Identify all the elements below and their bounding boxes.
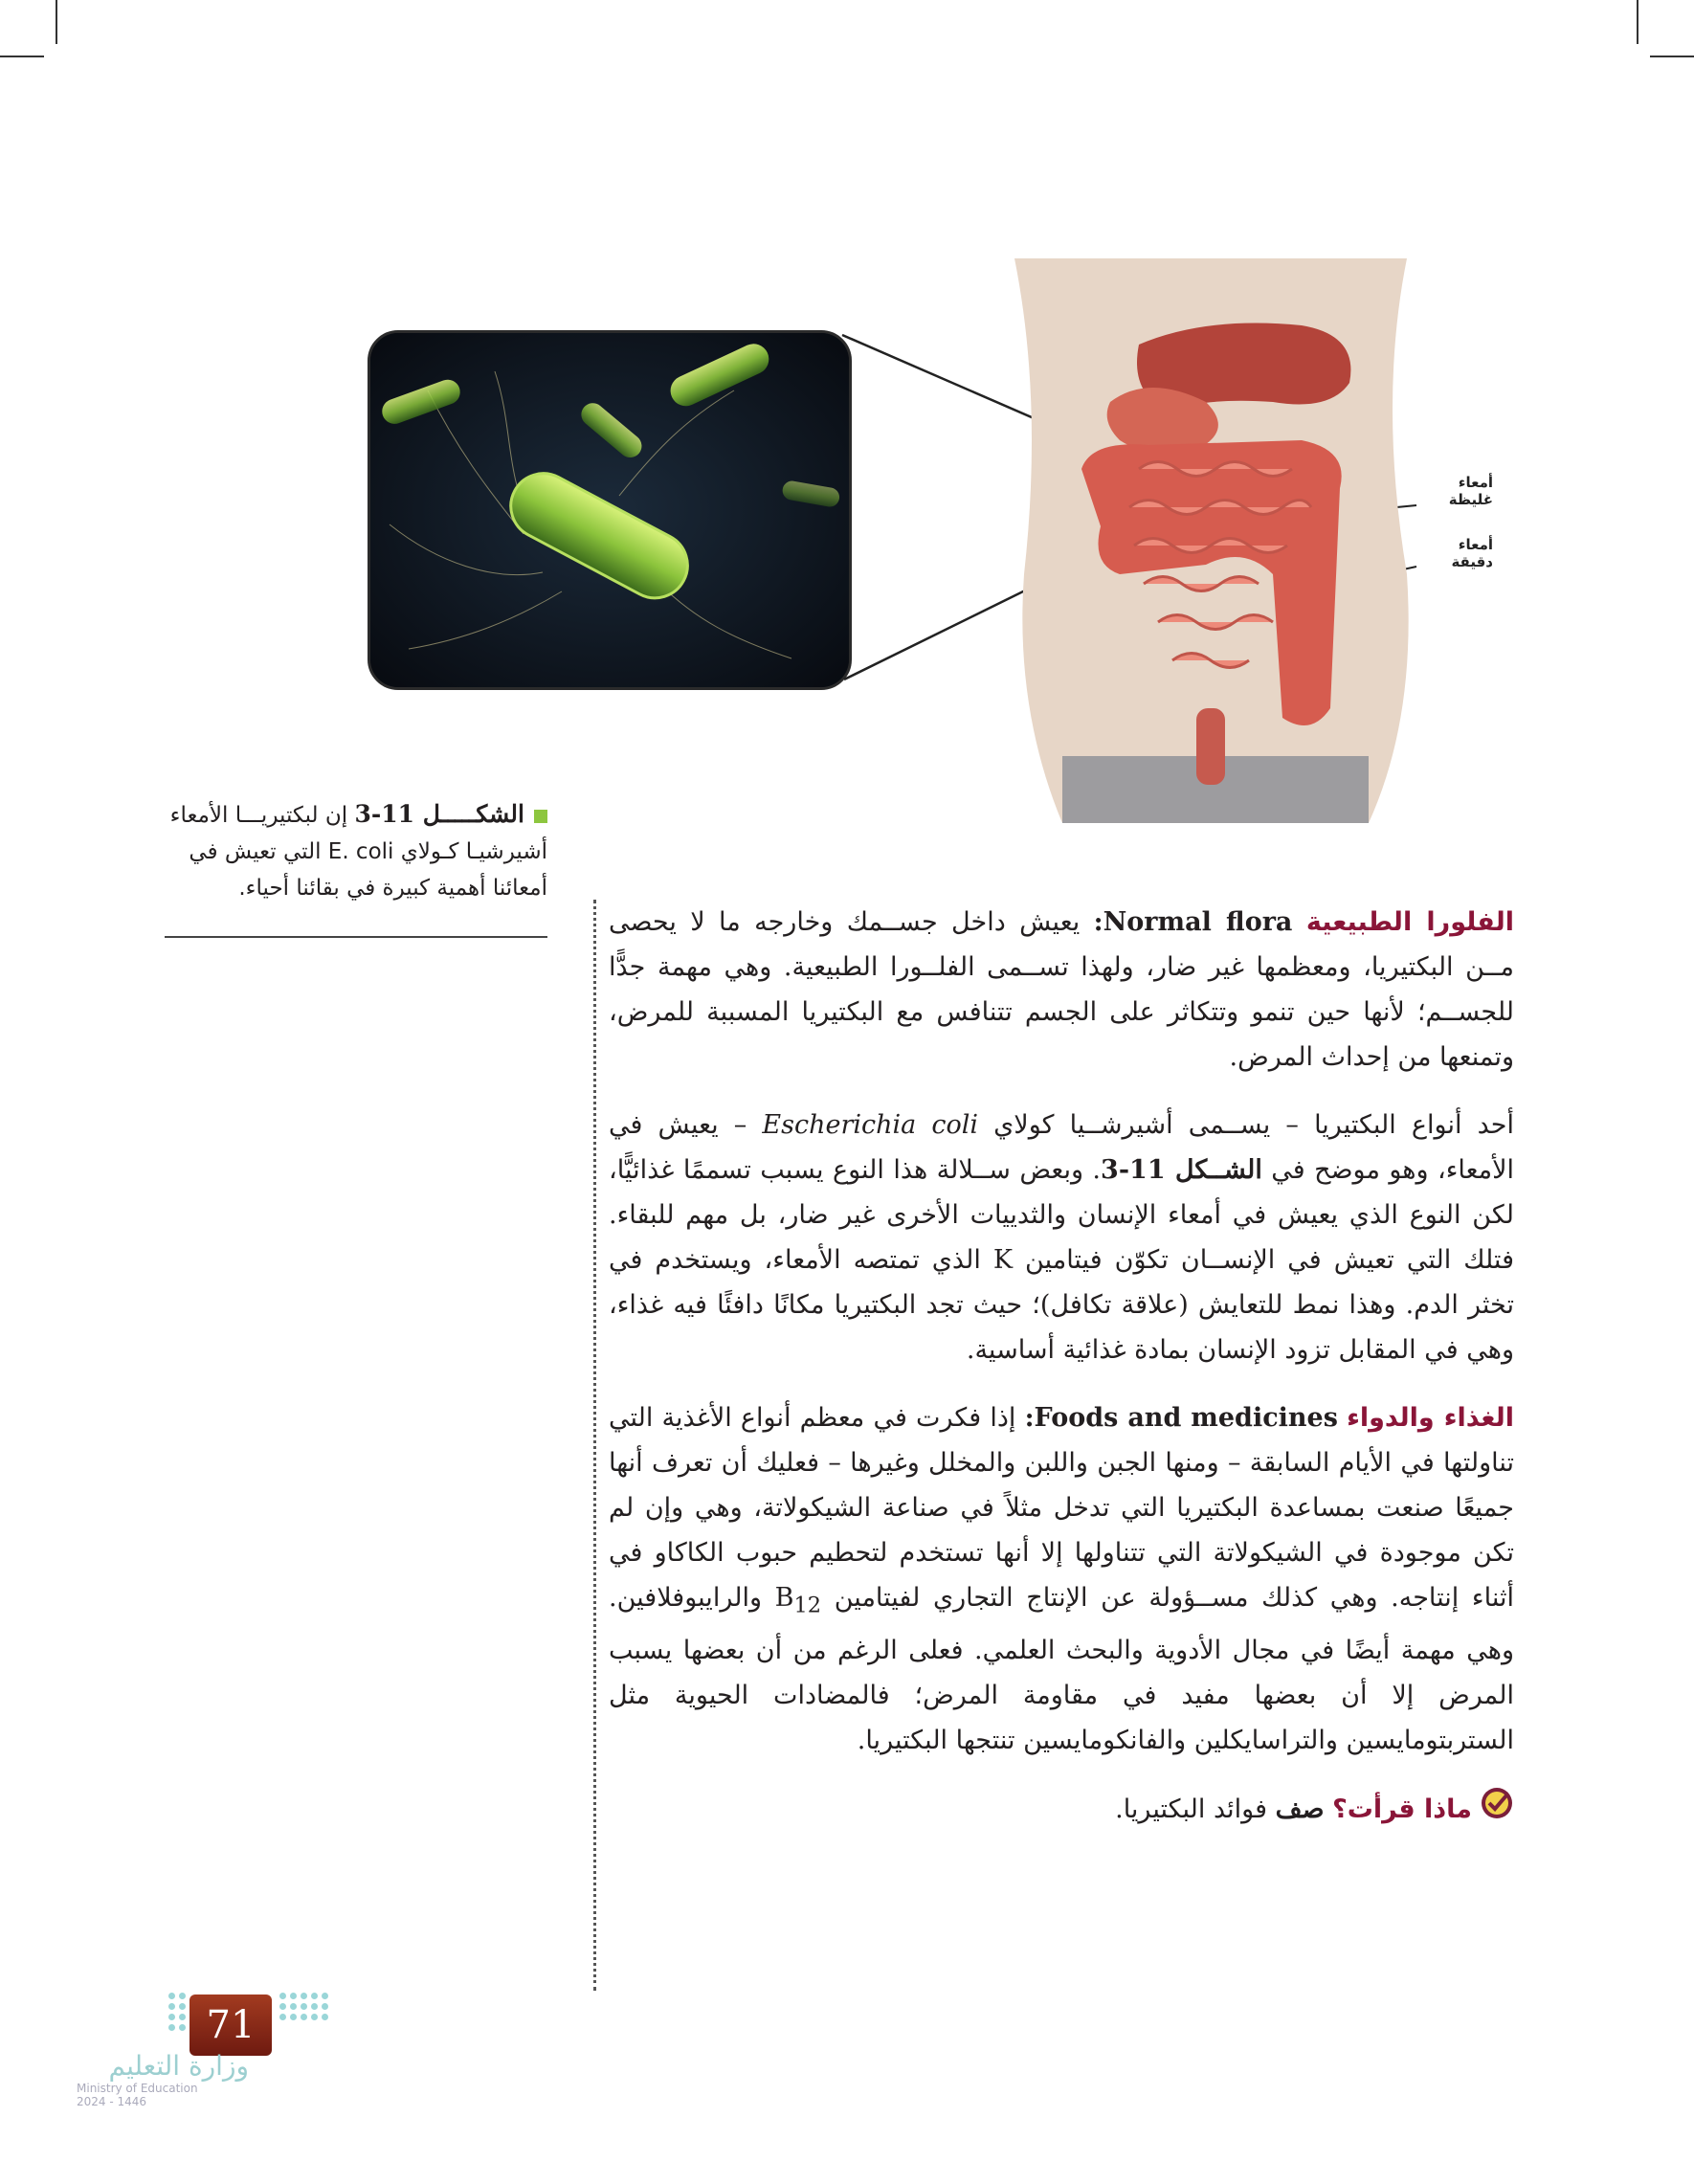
ministry-name-en: Ministry of Education bbox=[77, 2082, 198, 2095]
small-intestine-label: أمعاء دقيقة bbox=[1451, 536, 1493, 570]
term-foods-medicines: الغذاء والدواء bbox=[1347, 1403, 1514, 1433]
ministry-name-ar: وزارة التعليم bbox=[108, 2050, 249, 2082]
caption-rule bbox=[165, 936, 547, 938]
reading-check-label: ماذا قرأت؟ bbox=[1332, 1794, 1472, 1825]
ministry-year: 2024 - 1446 bbox=[77, 2095, 147, 2108]
caption-text: إن لبكتيريـــا الأمعاء bbox=[169, 803, 348, 828]
bacteria-intestine-figure bbox=[354, 258, 1550, 833]
column-divider bbox=[593, 900, 596, 1991]
caption-figure-label: الشكـــــل 11-3 bbox=[354, 800, 524, 828]
large-intestine-label: أمعاء غليظة bbox=[1448, 474, 1493, 508]
reading-check-prompt: صف bbox=[1275, 1794, 1325, 1825]
dot-pattern bbox=[279, 1993, 328, 2020]
caption-marker bbox=[534, 810, 547, 823]
reading-check-text: فوائد البكتيريا. bbox=[1115, 1794, 1276, 1825]
ecoli-text-a: أحد أنواع البكتيريا – يســمى أشيرشــيا كولاي bbox=[978, 1110, 1514, 1140]
crop-mark bbox=[1637, 0, 1638, 44]
caption-line-3: أمعائنا أهمية كبيرة في بقائنا أحياء. bbox=[238, 876, 547, 901]
main-text bbox=[609, 900, 1514, 1858]
crop-mark bbox=[0, 56, 44, 57]
crop-mark bbox=[1650, 56, 1694, 57]
caption-line-2: أشيرشيـا كـولاي E. coli التي تعيش في bbox=[189, 839, 547, 864]
figure-caption bbox=[165, 796, 547, 906]
dot-pattern bbox=[168, 1993, 186, 2031]
species-name: Escherichia coli bbox=[762, 1110, 979, 1140]
paragraph-foods-medicines bbox=[609, 1395, 1514, 1763]
foods-text-a: إذا فكرت في معظم أنواع الأغذية التي تناولتها في الأيام السابقة – ومنها الجبن واللبن والمخلل وغيرها – فعليك أن تعرف أنها جميعًا صنعت بمساعدة البكتيريا التي تدخل مثلاً في صناعة الشيكولاتة، وهي وإن لم تكن موجودة في الشيكولاتة التي تتناولها إلا أنها تستخدم لتحطيم حبوب الكاكاو في أثناء إنتاجه. وهي كذلك مســؤولة عن الإنتاج التجاري لفيتامين B bbox=[609, 1403, 1514, 1613]
crop-mark bbox=[56, 0, 57, 44]
caption-line-1 bbox=[165, 796, 547, 834]
term-foods-medicines-en: Foods and medicines: bbox=[1024, 1403, 1338, 1433]
page-number: 71 bbox=[189, 1995, 272, 2056]
digestive-system-illustration bbox=[957, 258, 1493, 823]
ecoli-text-b: – يعيش في الأمعاء، وهو موضح في bbox=[609, 1110, 1515, 1185]
foods-text-b: والرايبوفلافين. وهي مهمة أيضًا في مجال الأدوية والبحث العلمي. فعلى الرغم من أن بعضها يسبب المرض إلا أن بعضها مفيد في مقاومة المرض؛ فالمضادات الحيوية مثل الستربتومايسين والتراسايكلين والفانكومايسين تنتجها البكتيريا. bbox=[609, 1583, 1514, 1756]
term-normal-flora: الفلورا الطبيعية bbox=[1305, 907, 1514, 937]
checkmark-icon bbox=[1480, 1786, 1514, 1835]
paragraph-normal-flora bbox=[609, 900, 1514, 1080]
ecoli-text-c: . وبعض ســلالة هذا النوع يسبب تسممًا غذائيًّا، لكن النوع الذي يعيش في أمعاء الإنسان والثدييات الأخرى غير ضار، بل مهم للبقاء. فتلك التي تعيش في الإنســان تكوّن فيتامين K الذي تمتصه الأمعاء، ويستخدم في تخثر الدم. وهذا نمط للتعايش (علاقة تكافل)؛ حيث تجد البكتيريا مكانًا دافئًا فيه غذاء، وهي في المقابل تزود الإنسان بمادة غذائية أساسية. bbox=[609, 1155, 1514, 1365]
ministry-logo bbox=[77, 2050, 268, 2108]
paragraph-ecoli bbox=[609, 1103, 1514, 1372]
normal-flora-text: يعيش داخل جســمك وخارجه ما لا يحصى مــن البكتيريا، ومعظمها غير ضار، ولهذا تســمى الفلــورا الطبيعية. وهي مهمة جدًّا للجســم؛ لأنها حين تنمو وتتكاثر على الجسم تتنافس مع البكتيريا المسببة للمرض، وتمنعها من إحداث المرض. bbox=[609, 907, 1514, 1072]
term-normal-flora-en: Normal flora: bbox=[1093, 907, 1293, 937]
reading-check bbox=[609, 1786, 1514, 1835]
vitamin-subscript: 12 bbox=[793, 1593, 822, 1618]
figure-reference: الشــكل 11-3 bbox=[1101, 1155, 1262, 1185]
